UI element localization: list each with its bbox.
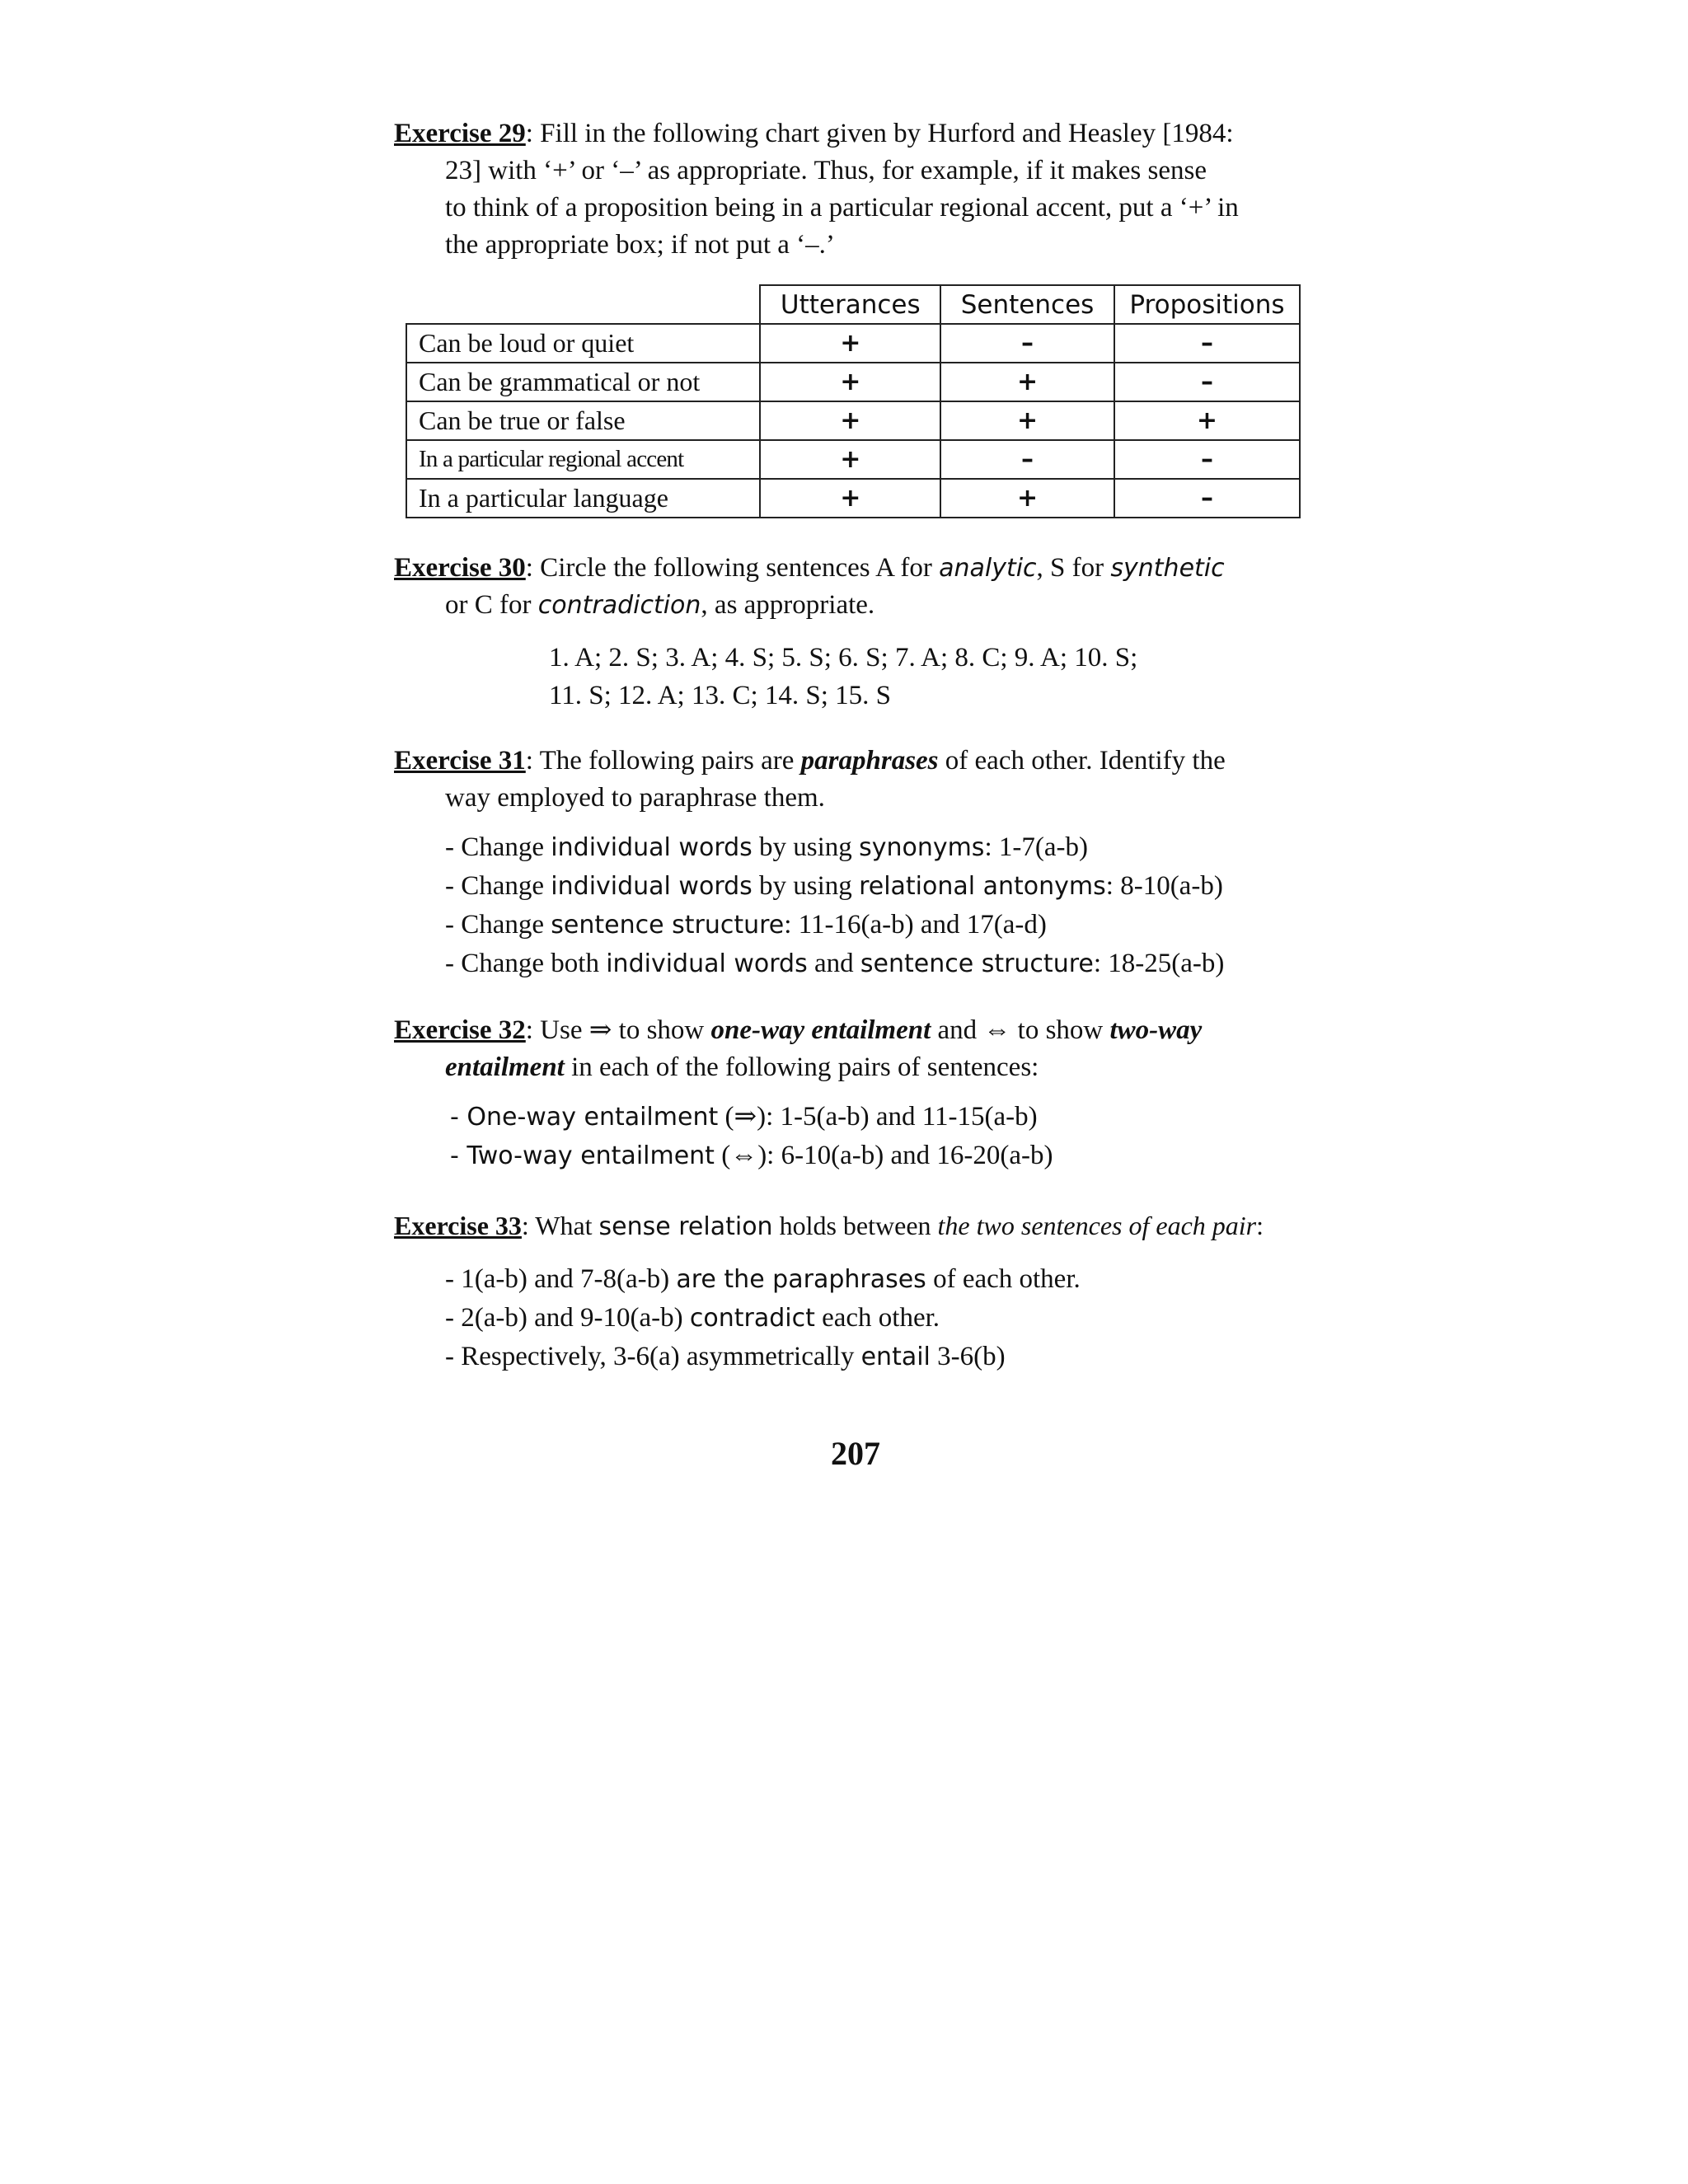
cell-value: +	[760, 401, 940, 440]
cell-value: +	[760, 324, 940, 363]
row-label: Can be loud or quiet	[406, 324, 760, 363]
table-row	[406, 440, 1300, 479]
list-item: - Respectively, 3-6(a) asymmetrically entail 3-6(b)	[445, 1342, 1006, 1371]
table-row	[406, 363, 1300, 401]
cell-value: +	[760, 479, 940, 518]
chart-header-row	[406, 285, 1300, 324]
list-item: - Change both individual words and sentence structure: 18-25(a-b)	[445, 949, 1225, 978]
page-number: 207	[831, 1435, 880, 1472]
list-item: - Change individual words by using synonyms: 1-7(a-b)	[445, 832, 1088, 862]
row-label: In a particular regional accent	[406, 440, 760, 479]
exercise-30-answers: 1. A; 2. S; 3. A; 4. S; 5. S; 6. S; 7. A; 8. C; 9. A; 10. S; 11. S; 12. A; 13. C; 14. S; 15. S	[549, 643, 1138, 710]
exercise-30: Exercise 30: Circle the following sentences A for analytic, S for synthetic or C for contradiction, as appropriate. 1. A; 2. S; 3. A; 4. S; 5. S; 6. S; 7. A; 8. C; 9. A; 10. S; 11. S; 12. A; 13. C; 14. S; 15. S	[394, 550, 1301, 715]
column-utterances: Utterances	[760, 285, 940, 324]
cell-value: –	[1114, 324, 1300, 363]
list-item: - 2(a-b) and 9-10(a-b) contradict each other.	[445, 1303, 940, 1333]
cell-value: –	[1114, 479, 1300, 518]
cell-value: +	[760, 440, 940, 479]
cell-value: +	[940, 479, 1114, 518]
cell-value: –	[1114, 363, 1300, 401]
exercise-33: Exercise 33: What sense relation holds between the two sentences of each pair: - 1(a-b) and 7-8(a-b) are the paraphrases of each other. - 2(a-b) and 9-10(a-b) contradict each other. - Respectively, 3-6(a) asymmetrically entail 3-6(b)	[394, 1207, 1301, 1376]
list-item: - Two-way entailment (⇔): 6-10(a-b) and 16-20(a-b)	[450, 1141, 1053, 1170]
cell-value: +	[760, 363, 940, 401]
cell-value: +	[1114, 401, 1300, 440]
exercise-32-heading: Exercise 32	[394, 1015, 526, 1045]
cell-value: +	[940, 363, 1114, 401]
row-label: Can be true or false	[406, 401, 760, 440]
row-label: In a particular language	[406, 479, 760, 518]
table-row	[406, 401, 1300, 440]
table-row	[406, 479, 1300, 518]
exercise-33-heading: Exercise 33	[394, 1211, 522, 1240]
exercise-30-heading: Exercise 30	[394, 553, 526, 583]
exercise-31: Exercise 31: The following pairs are paraphrases of each other. Identify the way employed to paraphrase them. - Change individual words by using synonyms: 1-7(a-b) - Change individual words by using relational antonyms: 8-10(a-b) - Change sentence structure: 11-16(a-b) and 17(a-d) - Change both individual words and sentence structure: 18-25(a-b)	[394, 743, 1301, 983]
exercise-32: Exercise 32: Use ⇒ to show one-way entailment and ⇔ to show two-way entailment in each of the following pairs of sentences: - One-way entailment (⇒): 1-5(a-b) and 11-15(a-b) - Two-way entailment (⇔): 6-10(a-b) and 16-20(a-b)	[394, 1012, 1301, 1175]
table-row	[406, 324, 1300, 363]
exercise-33-list	[394, 1260, 1301, 1376]
exercise-31-list	[394, 828, 1301, 983]
exercise-29-heading: Exercise 29	[394, 119, 526, 148]
exercise-29	[394, 115, 1301, 513]
column-sentences: Sentences	[940, 285, 1114, 324]
exercise-29-chart	[406, 284, 1301, 518]
exercise-29-text: Exercise 29: Fill in the following chart given by Hurford and Heasley [1984: 23] with ‘+’ or ‘–’ as appropriate. Thus, for example, if it makes sense to think of a proposition being in a particular regional accent, put a ‘+’ in the appropriate box; if not put a ‘–.’	[394, 119, 1239, 260]
cell-value: –	[1114, 440, 1300, 479]
cell-value: –	[940, 324, 1114, 363]
cell-value: –	[940, 440, 1114, 479]
exercise-31-heading: Exercise 31	[394, 746, 526, 776]
list-item: - Change sentence structure: 11-16(a-b) and 17(a-d)	[445, 910, 1047, 940]
column-propositions: Propositions	[1114, 285, 1300, 324]
exercise-32-list	[394, 1098, 1301, 1175]
list-item: - Change individual words by using relational antonyms: 8-10(a-b)	[445, 871, 1223, 901]
list-item: - One-way entailment (⇒): 1-5(a-b) and 11-15(a-b)	[450, 1102, 1038, 1132]
list-item: - 1(a-b) and 7-8(a-b) are the paraphrases of each other.	[445, 1264, 1081, 1294]
cell-value: +	[940, 401, 1114, 440]
row-label: Can be grammatical or not	[406, 363, 760, 401]
